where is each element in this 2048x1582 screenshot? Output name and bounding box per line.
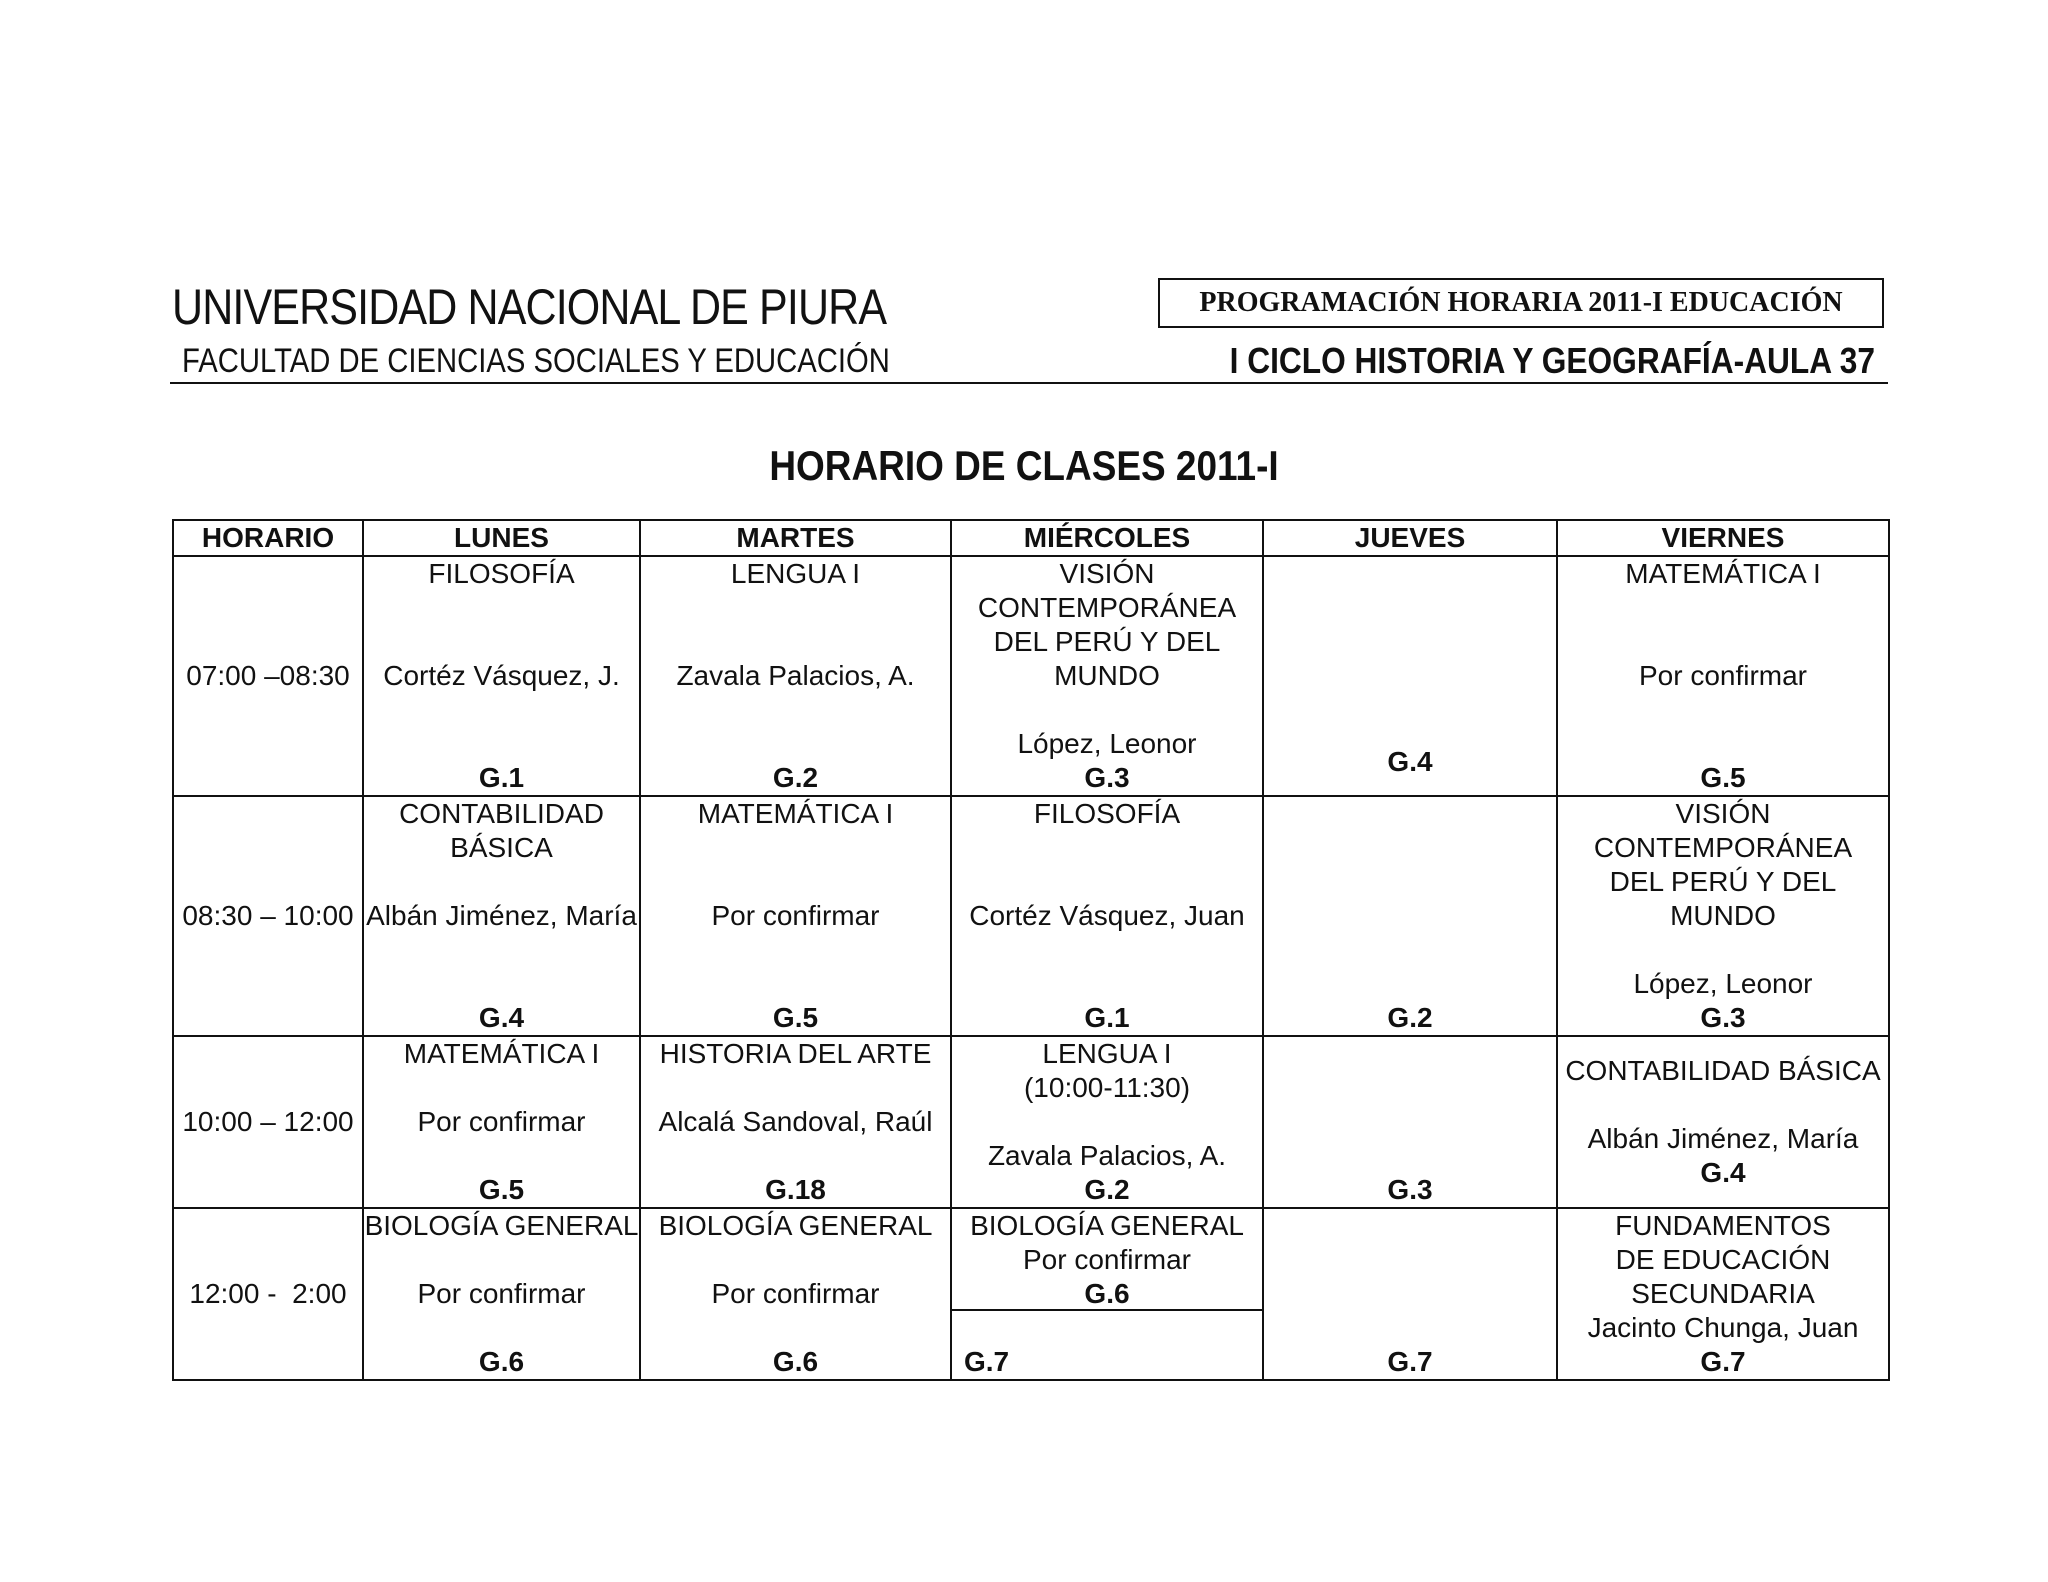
schedule-table — [172, 519, 1890, 1381]
class-cell — [951, 1208, 1263, 1380]
faculty-name: FACULTAD DE CIENCIAS SOCIALES Y EDUCACIÓN — [182, 342, 890, 380]
group: G.7 — [964, 1346, 1010, 1377]
group: G.1 — [478, 762, 525, 793]
group: G.6 — [1084, 1278, 1130, 1309]
group: G.4 — [1387, 746, 1433, 777]
teacher: Alcalá Sandoval, Raúl — [658, 1106, 933, 1137]
class-cell — [951, 796, 1263, 1036]
subject: MATEMÁTICA I — [1625, 558, 1821, 589]
table-row — [173, 556, 1889, 796]
class-cell — [1263, 556, 1557, 796]
class-cell — [1557, 1208, 1889, 1380]
subject: FUNDAMENTOS DE EDUCACIÓN SECUNDARIA — [1615, 1210, 1831, 1309]
subject: FILOSOFÍA — [1033, 798, 1181, 829]
time-slot: 12:00 - 2:00 — [173, 1208, 363, 1380]
class-cell — [640, 1208, 951, 1380]
subject: BIOLOGÍA GENERAL — [658, 1210, 933, 1241]
teacher: Por confirmar — [1638, 660, 1808, 691]
teacher: Por confirmar — [417, 1278, 586, 1309]
table-row — [173, 796, 1889, 1036]
group: G.6 — [772, 1346, 819, 1377]
teacher: López, Leonor — [1017, 728, 1197, 759]
teacher: Albán Jiménez, María — [366, 900, 637, 931]
time-slot: 07:00 –08:30 — [173, 556, 363, 796]
column-header: HORARIO — [173, 520, 363, 556]
program-label: PROGRAMACIÓN HORARIA 2011-I EDUCACIÓN — [1199, 287, 1843, 318]
table-row — [173, 1208, 1889, 1380]
subject: VISIÓN CONTEMPORÁNEA DEL PERÚ Y DEL MUNDO — [977, 558, 1237, 691]
column-header: MARTES — [640, 520, 951, 556]
group: G.7 — [1387, 1346, 1433, 1377]
class-cell — [1557, 556, 1889, 796]
teacher: Por confirmar — [1022, 1244, 1192, 1275]
group: G.4 — [1700, 1157, 1746, 1188]
class-cell — [951, 556, 1263, 796]
subject: VISIÓN CONTEMPORÁNEA DEL PERÚ Y DEL MUNDO — [1593, 798, 1853, 931]
cycle-label: I CICLO HISTORIA Y GEOGRAFÍA-AULA 37 — [1229, 340, 1876, 381]
teacher: Zavala Palacios, A. — [987, 1140, 1227, 1171]
teacher: Por confirmar — [417, 1106, 586, 1137]
subject: FILOSOFÍA — [428, 558, 575, 589]
university-name: UNIVERSIDAD NACIONAL DE PIURA — [172, 279, 887, 335]
teacher: Por confirmar — [711, 900, 880, 931]
teacher: Zavala Palacios, A. — [676, 660, 915, 691]
group: G.18 — [765, 1174, 826, 1205]
column-header: MIÉRCOLES — [951, 520, 1263, 556]
class-cell — [1263, 796, 1557, 1036]
split-cell-top — [952, 1209, 1262, 1311]
class-cell — [1557, 796, 1889, 1036]
column-header: JUEVES — [1263, 520, 1557, 556]
teacher: Albán Jiménez, María — [1587, 1123, 1859, 1154]
class-cell — [640, 796, 951, 1036]
class-cell — [1263, 1208, 1557, 1380]
split-cell-bottom — [952, 1345, 1262, 1379]
subject: HISTORIA DEL ARTE — [659, 1038, 932, 1069]
subject: MATEMÁTICA I — [697, 798, 894, 829]
group: G.3 — [1084, 762, 1130, 793]
subject: CONTABILIDAD BÁSICA — [399, 798, 604, 863]
table-row — [173, 1036, 1889, 1208]
group: G.5 — [478, 1174, 525, 1205]
teacher: Por confirmar — [711, 1278, 880, 1309]
class-cell — [951, 1036, 1263, 1208]
group: G.1 — [1084, 1002, 1130, 1033]
teacher: López, Leonor — [1633, 968, 1813, 999]
subject: BIOLOGÍA GENERAL — [364, 1210, 639, 1241]
teacher: Cortéz Vásquez, J. — [383, 660, 620, 691]
class-cell — [640, 1036, 951, 1208]
group: G.2 — [1084, 1174, 1130, 1205]
time-slot: 10:00 – 12:00 — [173, 1036, 363, 1208]
subject: BIOLOGÍA GENERAL — [970, 1210, 1244, 1241]
program-box — [1158, 278, 1884, 328]
class-cell — [363, 556, 640, 796]
group: G.7 — [1700, 1346, 1746, 1377]
class-cell — [363, 796, 640, 1036]
table-header-row — [173, 520, 1889, 556]
group: G.5 — [1700, 762, 1746, 793]
subject: LENGUA I — [730, 558, 861, 589]
column-header: LUNES — [363, 520, 640, 556]
time-slot: 08:30 – 10:00 — [173, 796, 363, 1036]
schedule-title: HORARIO DE CLASES 2011-I — [769, 442, 1279, 489]
class-cell — [363, 1208, 640, 1380]
group: G.6 — [478, 1346, 525, 1377]
teacher: Jacinto Chunga, Juan — [1587, 1312, 1859, 1343]
group: G.3 — [1387, 1174, 1433, 1205]
time-note: (10:00-11:30) — [1023, 1072, 1191, 1103]
subject: CONTABILIDAD BÁSICA — [1565, 1055, 1881, 1086]
group: G.4 — [478, 1002, 525, 1033]
class-cell — [640, 556, 951, 796]
subject: MATEMÁTICA I — [403, 1038, 600, 1069]
group: G.5 — [772, 1002, 819, 1033]
group: G.3 — [1700, 1002, 1746, 1033]
group: G.2 — [772, 762, 819, 793]
class-cell — [1557, 1036, 1889, 1208]
subject: LENGUA I — [1042, 1038, 1172, 1069]
header-divider — [170, 382, 1888, 384]
class-cell — [1263, 1036, 1557, 1208]
column-header: VIERNES — [1557, 520, 1889, 556]
class-cell — [363, 1036, 640, 1208]
teacher: Cortéz Vásquez, Juan — [969, 900, 1245, 931]
group: G.2 — [1387, 1002, 1433, 1033]
